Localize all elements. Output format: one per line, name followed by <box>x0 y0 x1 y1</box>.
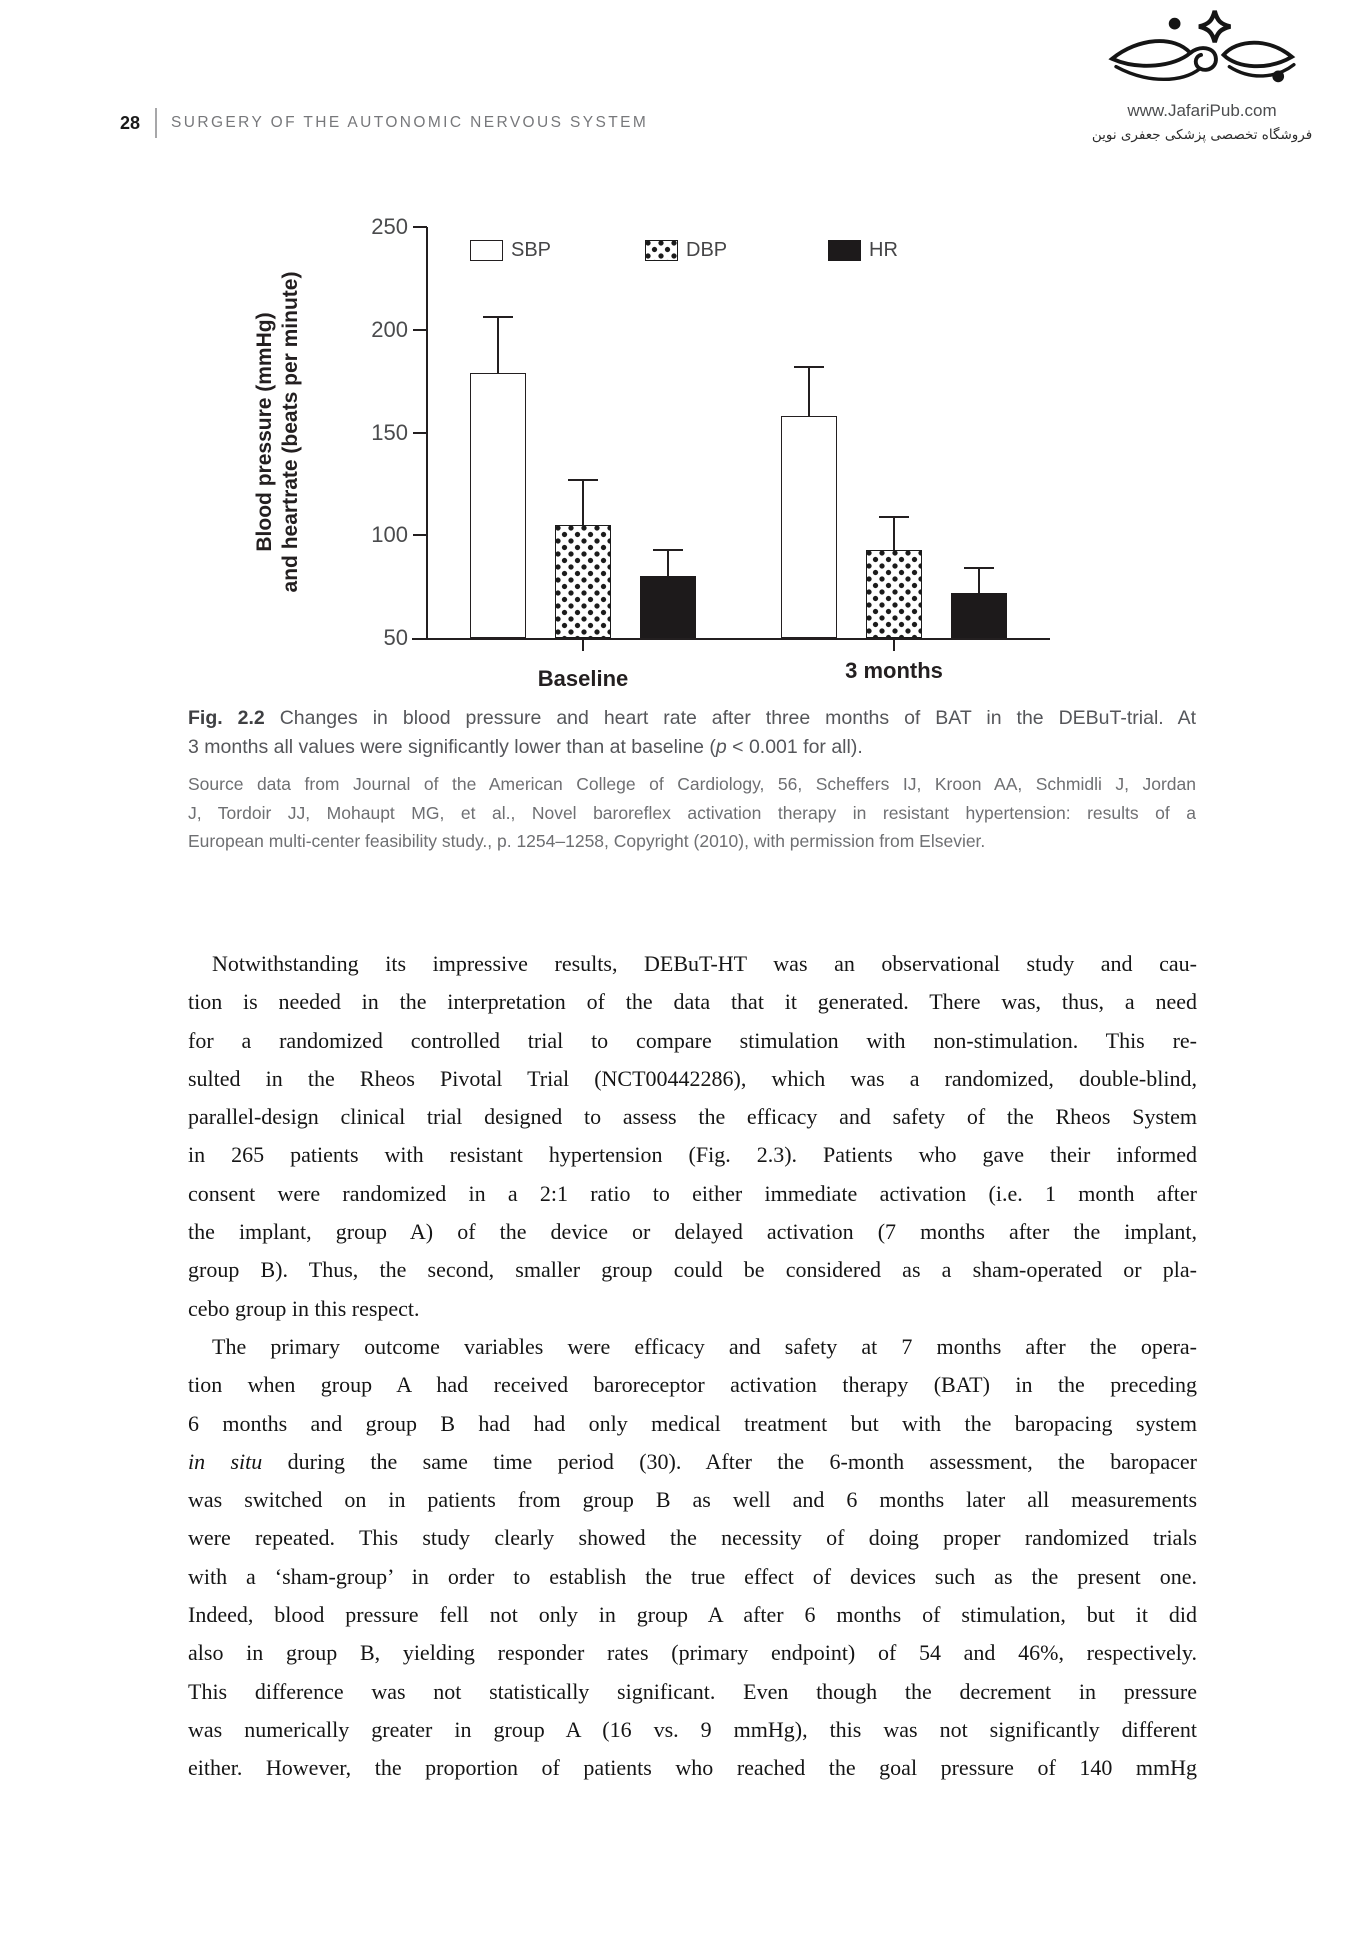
bar-dbp-baseline <box>555 525 611 638</box>
text-line: Notwithstanding its impressive results, DEBuT-HT was an observational study and cau- <box>212 951 1197 976</box>
text-line: were repeated. This study clearly showed the necessity of doing proper randomized trials <box>188 1525 1197 1551</box>
text-line: for a randomized controlled trial to compare stimulation with non-stimulation. This re- <box>188 1027 1197 1053</box>
legend-swatch-dbp <box>645 240 678 261</box>
figure-caption <box>188 704 1196 762</box>
body-text <box>188 945 1197 1788</box>
y-axis-title-line-2: and heartrate (beats per minute) <box>279 271 302 593</box>
logo-persian-text: فروشگاه تخصصی پزشکی جعفری نوین <box>1091 127 1313 143</box>
text-line: in 265 patients with resistant hypertension (Fig. 2.3). Patients who gave their informed <box>188 1142 1197 1168</box>
error-bar-cap <box>794 366 824 368</box>
error-bar-cap <box>964 567 994 569</box>
running-title: SURGERY OF THE AUTONOMIC NERVOUS SYSTEM <box>171 114 649 131</box>
error-bar-cap <box>483 316 513 318</box>
error-bar-line <box>582 480 584 525</box>
y-tick-label: 250 <box>371 214 408 239</box>
text-line: with a ‘sham-group’ in order to establish the true effect of devices such as the present one. <box>188 1563 1197 1589</box>
text-line: This difference was not statistically significant. Even though the decrement in pressure <box>188 1678 1197 1704</box>
text-line <box>188 704 1196 733</box>
text-line: consent were randomized in a 2:1 ratio to either immediate activation (i.e. 1 month after <box>188 1180 1197 1206</box>
legend-swatch-sbp <box>470 240 503 261</box>
text-line: was numerically greater in group A (16 vs. 9 mmHg), this was not significantly different <box>188 1716 1197 1742</box>
text-line: the implant, group A) of the device or delayed activation (7 months after the implant, <box>188 1219 1197 1245</box>
bar-sbp-3-months <box>781 416 837 638</box>
legend-swatch-hr <box>828 240 861 261</box>
y-tick-label: 100 <box>371 522 408 548</box>
bar-hr-3-months <box>951 593 1007 638</box>
page-number: 28 <box>120 112 141 133</box>
text-segment: Changes in blood pressure and heart rate after three months of BAT in the DEBuT-trial. At <box>264 707 1197 729</box>
y-tick-label: 150 <box>371 419 408 445</box>
y-axis-title-line-1: Blood pressure (mmHg) <box>253 312 276 552</box>
error-bar-cap <box>879 516 909 518</box>
y-axis-title <box>252 192 304 672</box>
legend-label-hr: HR <box>869 239 898 261</box>
text-line: was switched on in patients from group B as well and 6 months later all measurements <box>188 1487 1197 1513</box>
text-line: parallel-design clinical trial designed to assess the efficacy and safety of the Rheos System <box>188 1104 1197 1130</box>
x-axis-line <box>412 638 1050 640</box>
error-bar-line <box>808 367 810 416</box>
text-segment: < 0.001 for all). <box>726 736 863 758</box>
bar-hr-baseline <box>640 576 696 638</box>
text-line <box>188 733 1196 762</box>
text-line: Source data from Journal of the American College of Cardiology, 56, Scheffers IJ, Kroon AA, Schmidli J, Jordan <box>188 774 1196 794</box>
error-bar-cap <box>568 479 598 481</box>
text-line: also in group B, yielding responder rates (primary endpoint) of 54 and 46%, respectively. <box>188 1640 1197 1666</box>
text-segment: p <box>715 736 727 758</box>
y-tick <box>413 432 427 434</box>
y-tick-label: 50 <box>383 625 408 650</box>
paragraph <box>188 945 1197 1328</box>
text-line: tion is needed in the interpretation of the data that it generated. There was, thus, a need <box>188 989 1197 1015</box>
text-segment: in situ <box>188 1448 263 1474</box>
text-line: either. However, the proportion of patients who reached the goal pressure of 140 mmHg <box>188 1755 1197 1781</box>
figure-2-2-bar-chart <box>0 0 1347 780</box>
text-line: sulted in the Rheos Pivotal Trial (NCT00442286), which was a randomized, double-blind, <box>188 1065 1197 1091</box>
category-label: 3 months <box>845 658 943 683</box>
figure-source <box>188 770 1196 856</box>
error-bar-line <box>667 550 669 577</box>
error-bar-line <box>978 568 980 593</box>
text-line: The primary outcome variables were efficacy and safety at 7 months after the opera- <box>212 1333 1197 1359</box>
error-bar-line <box>893 517 895 550</box>
legend-label-sbp: SBP <box>511 239 552 261</box>
text-line: tion when group A had received baroreceptor activation therapy (BAT) in the preceding <box>188 1372 1197 1398</box>
error-bar-line <box>497 317 499 372</box>
logo-url: www.JafariPub.com <box>1127 101 1277 120</box>
error-bar-cap <box>653 549 683 551</box>
text-line: group B). Thus, the second, smaller group could be considered as a sham-operated or pla- <box>188 1257 1197 1283</box>
y-tick <box>413 226 427 228</box>
category-tick <box>582 638 584 651</box>
y-tick-label: 200 <box>371 316 408 342</box>
text-line: European multi-center feasibility study., p. 1254–1258, Copyright (2010), with permission from Elsevier. <box>188 831 986 851</box>
text-line <box>188 1443 1197 1481</box>
text-segment: during the same time period (30). After the 6-month assessment, the baropacer <box>262 1448 1197 1474</box>
y-tick <box>413 534 427 536</box>
bar-dbp-3-months <box>866 550 922 638</box>
text-line: J, Tordoir JJ, Mohaupt MG, et al., Novel baroreflex activation therapy in resistant hypertension: results of a <box>188 802 1196 823</box>
text-line: cebo group in this respect. <box>188 1295 420 1321</box>
category-tick <box>893 638 895 651</box>
y-tick <box>413 329 427 331</box>
legend-label-dbp: DBP <box>686 239 728 261</box>
text-segment: 3 months all values were significantly lower than at baseline ( <box>188 736 716 758</box>
category-label: Baseline <box>537 666 629 691</box>
text-line: 6 months and group B had had only medical treatment but with the baropacing system <box>188 1410 1197 1436</box>
text-line: Indeed, blood pressure fell not only in group A after 6 months of stimulation, but it did <box>188 1602 1197 1628</box>
bar-sbp-baseline <box>470 373 526 638</box>
text-segment: Fig. 2.2 <box>188 707 265 729</box>
paragraph <box>188 1328 1197 1788</box>
